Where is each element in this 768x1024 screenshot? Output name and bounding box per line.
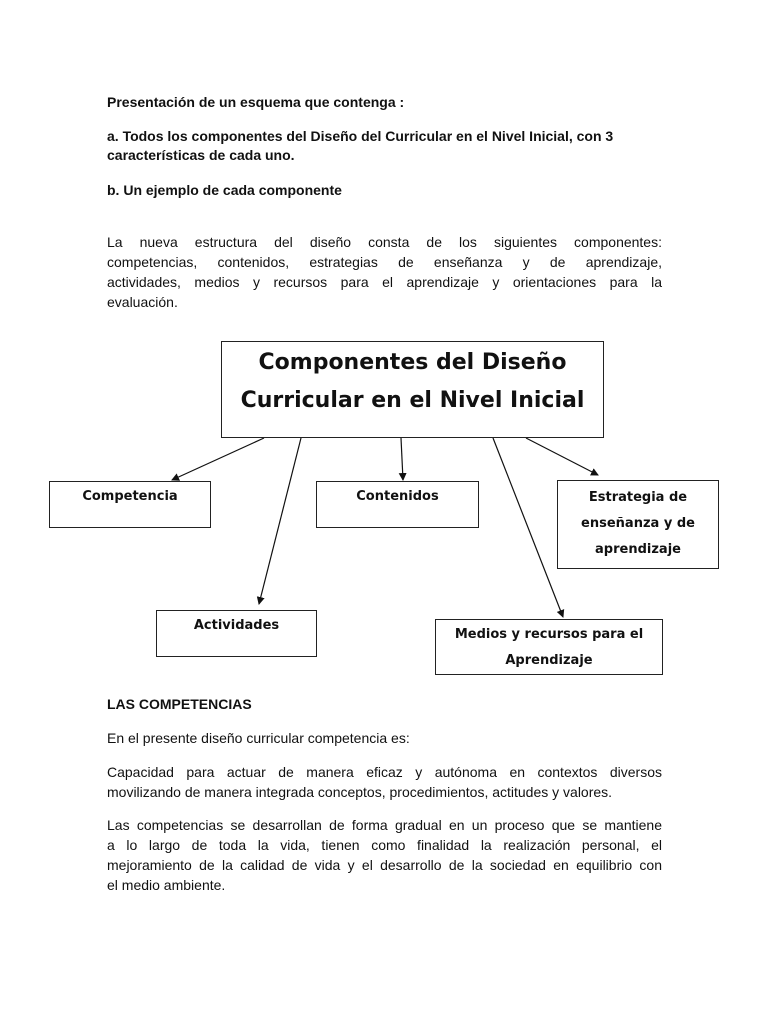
- intro-line: competencias, contenidos, estrategias de enseñanza y de aprendizaje,: [107, 254, 662, 270]
- section-paragraph-3: [107, 815, 662, 895]
- box-medios: [435, 619, 663, 675]
- paragraph-line: mejoramiento de la calidad de vida y el desarrollo de la sociedad en equilibrio con: [107, 857, 662, 873]
- diagram-title-line1: Componentes del Diseño: [258, 350, 567, 375]
- box-competencia: [49, 481, 211, 528]
- instruction-a-line2: características de cada uno.: [107, 147, 295, 163]
- paragraph-line: el medio ambiente.: [107, 877, 226, 893]
- paragraph-line: Capacidad para actuar de manera eficaz y autónoma en contextos diversos: [107, 764, 662, 780]
- box-estrategia-line1: Estrategia de: [588, 490, 688, 505]
- box-contenidos-label: Contenidos: [356, 489, 439, 504]
- box-medios-line2: Aprendizaje: [505, 653, 593, 668]
- arrow-to-competencia: [172, 438, 264, 480]
- box-actividades-label: Actividades: [193, 618, 280, 633]
- intro-line: La nueva estructura del diseño consta de los siguientes componentes:: [107, 234, 662, 250]
- box-medios-line1: Medios y recursos para el: [454, 627, 644, 642]
- diagram-title-box: [221, 341, 604, 438]
- instruction-b: b. Un ejemplo de cada componente: [107, 182, 342, 198]
- arrow-to-contenidos: [401, 438, 403, 480]
- box-competencia-label: Competencia: [82, 489, 178, 504]
- instruction-title: Presentación de un esquema que contenga :: [107, 94, 405, 110]
- box-estrategia: [557, 480, 719, 569]
- instruction-a-line1: a. Todos los componentes del Diseño del Curricular en el Nivel Inicial, con 3: [107, 128, 614, 144]
- section-paragraph-1: En el presente diseño curricular competencia es:: [107, 730, 410, 746]
- arrow-to-estrategia: [526, 438, 598, 475]
- box-actividades: [156, 610, 317, 657]
- box-estrategia-line2: enseñanza y de: [581, 516, 695, 531]
- paragraph-line: movilizando de manera integrada conceptos, procedimientos, actitudes y valores.: [107, 784, 613, 800]
- paragraph-line: Las competencias se desarrollan de forma gradual en un proceso que se mantiene: [107, 817, 662, 833]
- paragraph-line: a lo largo de toda la vida, tienen como finalidad la realización personal, el: [107, 837, 662, 853]
- intro-line: actividades, medios y recursos para el aprendizaje y orientaciones para la: [107, 274, 662, 290]
- section-heading: LAS COMPETENCIAS: [107, 696, 252, 712]
- arrow-to-medios: [493, 438, 563, 617]
- intro-line: evaluación.: [107, 294, 178, 310]
- section-paragraph-2: [107, 762, 662, 802]
- diagram-title-line2: Curricular en el Nivel Inicial: [240, 388, 585, 413]
- box-estrategia-line3: aprendizaje: [595, 542, 681, 557]
- arrow-to-actividades: [259, 438, 301, 604]
- box-contenidos: [316, 481, 479, 528]
